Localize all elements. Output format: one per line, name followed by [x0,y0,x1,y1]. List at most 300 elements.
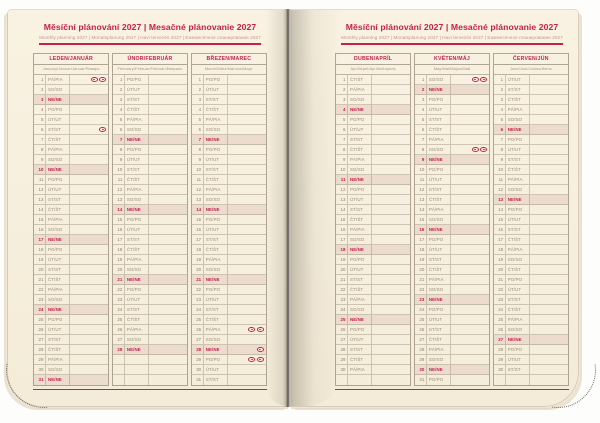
day-number: 24 [415,305,427,314]
day-number: 24 [113,305,125,314]
page-right [291,10,578,406]
day-label: PÁ/PIA [46,145,70,154]
holiday-flag-icon [99,77,106,82]
day-label: ÚT/UT [348,125,372,134]
notes-cell [372,105,410,114]
month-table [191,53,267,386]
day-label: NE/NE [125,205,149,214]
day-number: 11 [415,175,427,184]
notes-cell [530,365,568,374]
notes-cell [451,275,489,284]
day-label: SO/SO [427,285,451,294]
day-row [494,165,568,175]
day-number: 2 [192,85,204,94]
notes-cell [228,125,266,134]
notes-cell [228,325,266,334]
notes-cell [228,145,266,154]
day-row [113,335,187,345]
notes-cell [149,175,187,184]
notes-cell [372,125,410,134]
notes-cell [149,225,187,234]
day-number: 27 [336,335,348,344]
day-number: 26 [34,325,46,334]
day-number [113,365,125,374]
notes-cell [530,355,568,364]
day-row [192,355,266,365]
day-label: SO/SO [506,255,530,264]
notes-cell [451,135,489,144]
day-number: 18 [415,245,427,254]
day-number: 22 [494,285,506,294]
month-subheader: January/Januar/Január/Январь [34,65,108,75]
day-label: PO/PO [506,135,530,144]
day-row [113,125,187,135]
day-label: PO/PO [204,145,228,154]
notes-cell [228,345,266,354]
notes-cell [451,355,489,364]
day-label: SO/SO [204,335,228,344]
day-row [34,335,108,345]
day-label: PO/PO [427,375,451,385]
day-label: ÚT/UT [506,285,530,294]
day-row [34,145,108,155]
notes-cell [149,315,187,324]
day-label: ÚT/UT [46,115,70,124]
page-title: Měsíční plánování 2027 | Mesačné plánovanie 2027 [43,22,257,32]
notes-cell [149,345,187,354]
notes-cell [372,305,410,314]
notes-cell [228,245,266,254]
day-row [415,305,489,315]
day-row [34,325,108,335]
day-number: 27 [34,335,46,344]
day-number: 29 [494,355,506,364]
notes-cell [372,75,410,84]
notes-cell [372,315,410,324]
day-row [113,195,187,205]
day-row [336,135,410,145]
notes-cell [228,195,266,204]
day-number: 22 [415,285,427,294]
day-row [34,215,108,225]
notes-cell [228,305,266,314]
holiday-flag-icon [248,357,255,362]
day-number: 14 [113,205,125,214]
day-row [113,295,187,305]
notes-cell [70,225,108,234]
day-row [34,75,108,85]
day-label: PÁ/PIA [348,225,372,234]
day-label: ČT/ŠT [506,165,530,174]
day-label: ST/ST [348,205,372,214]
day-number: 21 [415,275,427,284]
day-label: ČT/ŠT [506,305,530,314]
day-label: ČT/ŠT [427,125,451,134]
day-label: SO/SO [125,125,149,134]
day-number: 15 [415,215,427,224]
day-row [113,265,187,275]
day-row [192,195,266,205]
day-label: NE/NE [204,345,228,354]
day-number: 2 [113,85,125,94]
notes-cell [451,185,489,194]
day-label: ČT/ŠT [506,265,530,274]
day-number: 3 [113,95,125,104]
day-number: 5 [113,115,125,124]
day-number: 6 [415,125,427,134]
notes-cell [228,185,266,194]
title-rule [39,43,261,44]
day-row [494,195,568,205]
day-number: 30 [494,365,506,374]
notes-cell [149,185,187,194]
notes-cell [149,105,187,114]
day-number: 1 [415,75,427,84]
notes-cell [451,215,489,224]
day-label: SO/SO [46,155,70,164]
day-number: 25 [336,315,348,324]
month-slot-june [493,53,569,386]
day-row [494,375,568,385]
day-label: PÁ/PIA [125,325,149,334]
day-row [494,185,568,195]
notes-cell [372,215,410,224]
notes-cell [149,155,187,164]
day-number: 2 [415,85,427,94]
notes-cell [530,205,568,214]
day-label: NE/NE [46,235,70,244]
day-label: NE/NE [46,165,70,174]
day-row [415,345,489,355]
day-row [34,195,108,205]
notes-cell [530,245,568,254]
day-number: 17 [113,235,125,244]
day-number: 12 [336,185,348,194]
day-number: 19 [494,255,506,264]
day-number: 3 [192,95,204,104]
day-number: 19 [192,255,204,264]
notes-cell [70,105,108,114]
day-number: 27 [192,335,204,344]
day-label: ČT/ŠT [125,175,149,184]
notes-cell [372,185,410,194]
day-label [506,375,530,385]
day-number: 22 [113,285,125,294]
day-number: 26 [336,325,348,334]
notes-cell [149,365,187,374]
notes-cell [372,235,410,244]
holiday-flag-icon [472,147,479,152]
day-row [113,365,187,375]
day-row [494,305,568,315]
day-row [415,115,489,125]
day-label: PÁ/PIA [204,325,228,334]
day-row [113,325,187,335]
day-label: ČT/ŠT [46,135,70,144]
notes-cell [149,195,187,204]
day-label: PÁ/PIA [506,105,530,114]
notes-cell [228,315,266,324]
day-row [494,105,568,115]
notes-cell [228,165,266,174]
day-number: 5 [494,115,506,124]
day-row [336,105,410,115]
day-number: 9 [415,155,427,164]
notes-cell [228,275,266,284]
day-number: 27 [415,335,427,344]
day-label: PÁ/PIA [125,185,149,194]
day-number: 20 [494,265,506,274]
day-label: NE/NE [348,105,372,114]
notes-cell [70,375,108,385]
holiday-flag-icon [91,77,98,82]
notes-cell [530,265,568,274]
day-number: 7 [494,135,506,144]
notes-cell [530,255,568,264]
day-row [192,305,266,315]
day-number: 3 [336,95,348,104]
notes-cell [149,285,187,294]
day-row [113,305,187,315]
notes-cell [451,105,489,114]
day-number: 8 [192,145,204,154]
day-label: PÁ/PIA [46,75,70,84]
day-row [192,105,266,115]
day-number: 8 [113,145,125,154]
day-number: 8 [415,145,427,154]
day-label: NE/NE [427,295,451,304]
day-row [336,155,410,165]
day-row [494,235,568,245]
day-row [494,345,568,355]
day-label: NE/NE [46,375,70,385]
notes-cell [372,325,410,334]
day-row [415,355,489,365]
day-row [415,315,489,325]
day-number [494,375,506,385]
month-subheader: June/Juni/Június/Июнь [494,65,568,75]
month-table [112,53,188,386]
day-row [113,225,187,235]
day-number: 7 [336,135,348,144]
day-number: 20 [336,265,348,274]
day-row [113,315,187,325]
day-row [336,255,410,265]
day-number: 16 [415,225,427,234]
day-number: 25 [34,315,46,324]
day-number: 29 [336,355,348,364]
day-row [192,85,266,95]
months-row-left [33,53,267,386]
day-number: 3 [415,95,427,104]
notes-cell [372,365,410,374]
day-label: ČT/ŠT [204,315,228,324]
day-row [494,145,568,155]
day-row [336,205,410,215]
day-row [192,325,266,335]
notes-cell [451,365,489,374]
notes-cell [530,375,568,385]
day-label: NE/NE [427,365,451,374]
day-label: ČT/ŠT [46,275,70,284]
day-row [494,365,568,375]
notes-cell [530,235,568,244]
day-label: SO/SO [427,355,451,364]
day-label: PO/PO [506,275,530,284]
notes-cell [149,75,187,84]
day-row [192,165,266,175]
notes-cell [70,345,108,354]
day-number: 12 [192,185,204,194]
day-label: PO/PO [125,215,149,224]
day-number: 24 [34,305,46,314]
day-row [192,95,266,105]
day-label: ÚT/UT [348,195,372,204]
day-row [34,315,108,325]
day-row [336,75,410,85]
day-number: 14 [494,205,506,214]
day-number: 21 [34,275,46,284]
day-label: PÁ/PIA [204,255,228,264]
month-subheader: March/März/Március/Март [192,65,266,75]
day-label: PO/PO [204,75,228,84]
holiday-flag-icon [248,327,255,332]
day-row [336,195,410,205]
day-label: ÚT/UT [125,155,149,164]
day-row [113,135,187,145]
notes-cell [451,255,489,264]
day-number: 22 [34,285,46,294]
day-number: 31 [34,375,46,385]
notes-cell [70,215,108,224]
notes-cell [530,275,568,284]
holiday-flag-icon [257,347,264,352]
notes-cell [451,375,489,385]
day-row [415,155,489,165]
notes-cell [451,145,489,154]
day-number: 1 [494,75,506,84]
day-label: PO/PO [46,105,70,114]
bottom-rule [33,389,267,390]
day-label: ST/ST [427,185,451,194]
day-label: PÁ/PIA [348,295,372,304]
notes-cell [70,125,108,134]
notes-cell [372,275,410,284]
day-row [113,375,187,385]
day-label: SO/SO [125,335,149,344]
day-label: NE/NE [204,205,228,214]
day-row [34,175,108,185]
notes-cell [228,285,266,294]
day-row [336,335,410,345]
day-number: 13 [34,195,46,204]
day-label: PÁ/PIA [204,115,228,124]
notes-cell [70,365,108,374]
notes-cell [372,135,410,144]
day-label: PÁ/PIA [348,365,372,374]
day-row [494,355,568,365]
day-number: 29 [34,355,46,364]
day-row [113,75,187,85]
day-row [192,275,266,285]
day-row [415,265,489,275]
day-number: 11 [192,175,204,184]
day-number: 19 [415,255,427,264]
day-label: ÚT/UT [427,245,451,254]
notes-cell [372,295,410,304]
day-label: ÚT/UT [125,85,149,94]
notes-cell [451,315,489,324]
day-label [348,375,372,385]
day-label: PO/PO [125,145,149,154]
day-number [113,375,125,385]
day-row [34,225,108,235]
notes-cell [70,275,108,284]
day-number: 15 [494,215,506,224]
day-row [192,115,266,125]
day-label: ÚT/UT [204,155,228,164]
notes-cell [372,255,410,264]
day-row [415,295,489,305]
day-row [192,225,266,235]
day-label: ST/ST [506,155,530,164]
day-row [113,355,187,365]
day-label: ČT/ŠT [46,205,70,214]
month-slot-april [335,53,411,386]
day-number: 30 [415,365,427,374]
day-label: PO/PO [125,285,149,294]
day-number: 21 [113,275,125,284]
day-number: 22 [336,285,348,294]
day-number: 19 [34,255,46,264]
day-row [415,245,489,255]
day-row [113,165,187,175]
day-number: 9 [336,155,348,164]
notes-cell [451,325,489,334]
day-row [336,345,410,355]
day-number: 10 [494,165,506,174]
notes-cell [149,165,187,174]
day-row [34,165,108,175]
day-number: 21 [192,275,204,284]
day-label: ST/ST [46,265,70,274]
day-row [192,335,266,345]
day-row [34,355,108,365]
day-row [336,315,410,325]
day-row [192,205,266,215]
day-number: 29 [415,355,427,364]
day-label: SO/SO [348,95,372,104]
day-number: 29 [192,355,204,364]
day-row [494,205,568,215]
day-number: 27 [113,335,125,344]
day-label: ČT/ŠT [348,355,372,364]
day-row [336,125,410,135]
day-label: PÁ/PIA [427,135,451,144]
notes-cell [372,195,410,204]
day-row [415,85,489,95]
day-number: 9 [494,155,506,164]
day-label: ÚT/UT [427,175,451,184]
day-label: PÁ/PIA [125,255,149,264]
day-label: PÁ/PIA [506,245,530,254]
day-number: 12 [494,185,506,194]
day-row [494,265,568,275]
day-label: SO/SO [46,295,70,304]
notes-cell [451,205,489,214]
day-row [415,255,489,265]
holiday-flag-icon [257,327,264,332]
